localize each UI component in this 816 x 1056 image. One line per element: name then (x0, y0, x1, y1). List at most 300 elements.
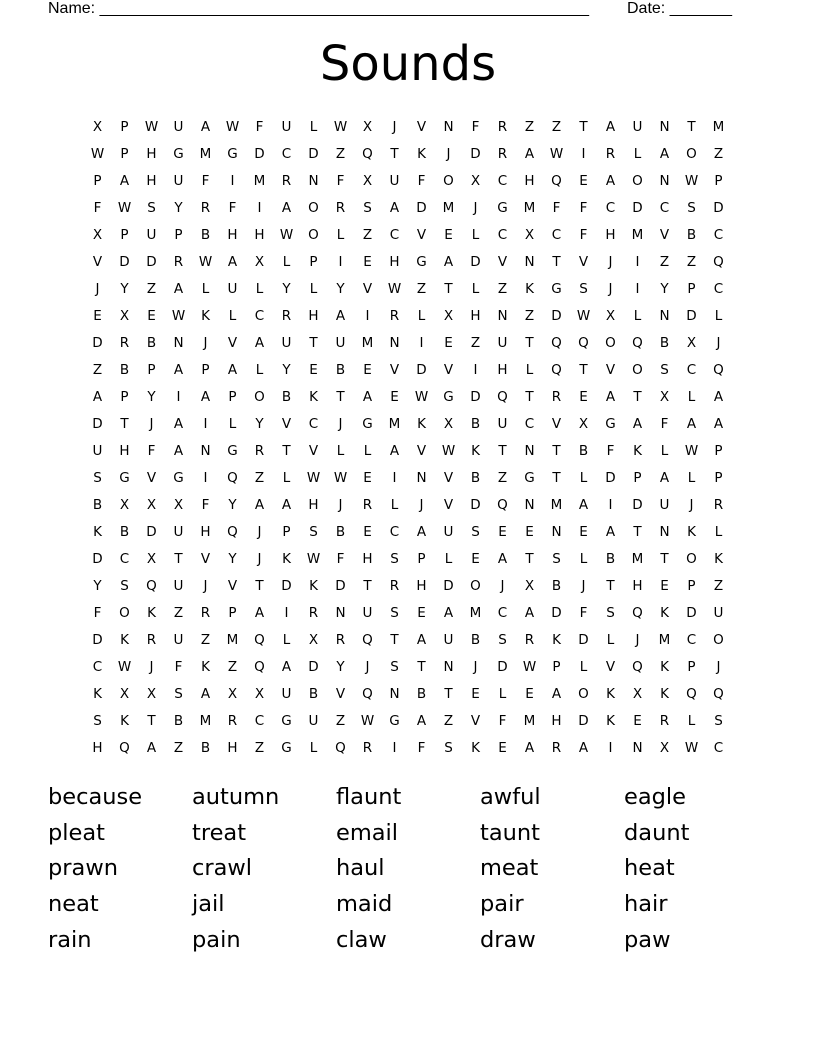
grid-letter: K (93, 685, 102, 702)
word-bank-row (48, 850, 768, 886)
grid-letter: L (282, 631, 291, 648)
grid-letter: Q (362, 631, 373, 648)
grid-letter: E (579, 523, 588, 540)
grid-letter: P (687, 577, 696, 594)
grid-letter: U (497, 415, 508, 432)
grid-letter: E (525, 523, 534, 540)
grid-letter: Q (551, 172, 562, 189)
grid-letter: W (171, 307, 186, 324)
grid-letter: R (551, 739, 562, 756)
grid-letter: K (120, 712, 129, 729)
grid-letter: M (388, 415, 401, 432)
grid-letter: F (417, 172, 426, 189)
grid-letter: L (579, 550, 588, 567)
word-bank-item: haul (336, 855, 385, 882)
grid-letter: H (362, 550, 373, 567)
grid-letter: B (659, 334, 670, 351)
grid-letter: A (443, 604, 454, 621)
grid-letter: X (227, 685, 238, 702)
grid-letter: N (524, 442, 535, 459)
grid-letter: H (200, 523, 211, 540)
grid-letter: C (605, 199, 616, 216)
grid-letter: A (524, 145, 535, 162)
grid-letter: W (306, 550, 321, 567)
grid-letter: O (308, 226, 319, 243)
grid-letter: O (119, 604, 130, 621)
grid-letter: B (200, 739, 211, 756)
grid-letter: C (713, 226, 724, 243)
grid-letter: X (443, 307, 454, 324)
grid-letter: B (146, 334, 157, 351)
grid-letter: L (201, 280, 210, 297)
grid-letter: Y (228, 550, 237, 567)
grid-letter: U (335, 334, 346, 351)
grid-letter: V (335, 685, 346, 702)
grid-letter: V (200, 550, 211, 567)
grid-letter: S (471, 523, 480, 540)
grid-letter: N (659, 172, 670, 189)
grid-letter: J (608, 280, 613, 297)
grid-letter: I (392, 469, 397, 486)
grid-letter: S (120, 577, 129, 594)
grid-letter: D (308, 145, 319, 162)
grid-letter: D (281, 577, 292, 594)
grid-letter: B (605, 550, 616, 567)
grid-letter: V (146, 469, 157, 486)
grid-letter: T (282, 442, 291, 459)
grid-letter: J (716, 658, 721, 675)
grid-letter: A (659, 145, 670, 162)
grid-letter: A (200, 388, 211, 405)
grid-letter: A (551, 685, 562, 702)
grid-letter: D (92, 334, 103, 351)
grid-letter: A (200, 685, 211, 702)
grid-letter: L (282, 469, 291, 486)
grid-letter: A (524, 739, 535, 756)
grid-letter: R (119, 334, 130, 351)
grid-letter: L (309, 739, 318, 756)
grid-letter: I (473, 361, 478, 378)
grid-letter: N (632, 739, 643, 756)
grid-letter: U (632, 118, 643, 135)
grid-letter: F (93, 604, 102, 621)
grid-letter: T (579, 118, 588, 135)
grid-letter: H (254, 226, 265, 243)
grid-letter: P (687, 280, 696, 297)
grid-letter: R (335, 199, 346, 216)
grid-letter: D (551, 307, 562, 324)
grid-letter: W (144, 118, 159, 135)
grid-letter: N (443, 658, 454, 675)
grid-letter: C (713, 739, 724, 756)
word-bank-item: prawn (48, 855, 118, 882)
grid-row (84, 680, 732, 707)
grid-letter: F (471, 118, 480, 135)
word-bank-item: meat (480, 855, 539, 882)
grid-letter: G (389, 712, 400, 729)
grid-letter: B (119, 361, 130, 378)
grid-letter: A (632, 415, 643, 432)
grid-letter: A (200, 118, 211, 135)
grid-letter: W (117, 199, 132, 216)
grid-letter: M (658, 631, 671, 648)
grid-letter: J (338, 415, 343, 432)
grid-letter: E (660, 577, 669, 594)
grid-letter: I (176, 388, 181, 405)
grid-letter: S (660, 361, 669, 378)
grid-row (84, 545, 732, 572)
grid-letter: W (549, 145, 564, 162)
grid-letter: S (714, 712, 723, 729)
grid-letter: L (255, 280, 264, 297)
grid-letter: M (253, 172, 266, 189)
grid-letter: L (228, 307, 237, 324)
grid-letter: V (443, 469, 454, 486)
grid-letter: L (633, 307, 642, 324)
grid-letter: F (660, 415, 669, 432)
grid-letter: S (498, 631, 507, 648)
grid-row (84, 356, 732, 383)
grid-letter: U (497, 334, 508, 351)
grid-letter: G (497, 199, 508, 216)
grid-letter: B (416, 685, 427, 702)
grid-letter: O (443, 172, 454, 189)
grid-letter: K (606, 712, 615, 729)
grid-letter: U (443, 631, 454, 648)
grid-letter: I (608, 739, 613, 756)
grid-letter: G (443, 388, 454, 405)
grid-letter: Z (227, 658, 238, 675)
grid-letter: A (713, 415, 724, 432)
grid-letter: D (416, 199, 427, 216)
grid-letter: A (524, 604, 535, 621)
grid-letter: K (147, 604, 156, 621)
grid-letter: U (443, 523, 454, 540)
grid-letter: D (551, 604, 562, 621)
grid-letter: F (579, 604, 588, 621)
grid-letter: L (498, 685, 507, 702)
grid-letter: S (309, 523, 318, 540)
grid-letter: R (713, 496, 724, 513)
grid-letter: A (146, 739, 157, 756)
grid-letter: K (552, 631, 561, 648)
grid-row (84, 653, 732, 680)
grid-letter: W (333, 118, 348, 135)
grid-letter: Y (174, 199, 183, 216)
grid-letter: E (498, 523, 507, 540)
grid-letter: K (525, 280, 534, 297)
grid-letter: X (605, 307, 616, 324)
grid-letter: L (282, 253, 291, 270)
grid-letter: A (497, 550, 508, 567)
grid-letter: Z (443, 712, 454, 729)
grid-letter: V (416, 442, 427, 459)
grid-letter: I (365, 307, 370, 324)
grid-letter: V (470, 712, 481, 729)
grid-letter: L (714, 307, 723, 324)
grid-letter: F (606, 442, 615, 459)
grid-letter: D (92, 631, 103, 648)
grid-letter: C (497, 172, 508, 189)
grid-letter: Q (254, 631, 265, 648)
grid-letter: S (93, 712, 102, 729)
grid-letter: Y (255, 415, 264, 432)
word-bank-item: jail (192, 890, 225, 917)
grid-letter: V (227, 577, 238, 594)
grid-letter: C (713, 280, 724, 297)
grid-letter: L (714, 523, 723, 540)
grid-row (84, 383, 732, 410)
grid-letter: K (660, 658, 669, 675)
grid-letter: E (309, 361, 318, 378)
grid-letter: E (147, 307, 156, 324)
grid-letter: D (686, 604, 697, 621)
grid-letter: Y (282, 361, 291, 378)
word-bank-item: claw (336, 926, 387, 953)
grid-letter: W (684, 172, 699, 189)
grid-letter: H (497, 361, 508, 378)
grid-letter: B (578, 442, 589, 459)
grid-letter: X (173, 496, 184, 513)
grid-letter: R (362, 496, 373, 513)
word-bank-item: flaunt (336, 783, 402, 810)
grid-letter: O (470, 577, 481, 594)
word-bank-item: daunt (624, 819, 690, 846)
grid-letter: Z (713, 577, 724, 594)
grid-letter: D (632, 199, 643, 216)
grid-letter: H (92, 739, 103, 756)
grid-letter: A (281, 199, 292, 216)
grid-letter: G (119, 469, 130, 486)
grid-letter: D (470, 388, 481, 405)
grid-letter: O (632, 172, 643, 189)
grid-letter: J (716, 334, 721, 351)
grid-letter: Q (497, 388, 508, 405)
grid-letter: D (416, 361, 427, 378)
grid-letter: A (416, 631, 427, 648)
grid-letter: J (446, 145, 451, 162)
grid-letter: S (552, 550, 561, 567)
grid-letter: X (92, 118, 103, 135)
grid-letter: R (227, 712, 238, 729)
word-bank-row (48, 922, 768, 958)
grid-letter: U (308, 712, 319, 729)
grid-letter: M (712, 118, 725, 135)
grid-row (84, 707, 732, 734)
grid-letter: W (198, 253, 213, 270)
grid-letter: X (254, 685, 265, 702)
grid-letter: K (417, 145, 426, 162)
grid-letter: T (552, 442, 561, 459)
grid-row (84, 518, 732, 545)
grid-row (84, 302, 732, 329)
grid-letter: T (444, 685, 453, 702)
grid-letter: F (336, 550, 345, 567)
grid-letter: V (551, 415, 562, 432)
grid-letter: L (363, 442, 372, 459)
grid-letter: M (226, 631, 239, 648)
grid-letter: X (92, 226, 103, 243)
word-bank-item: rain (48, 926, 92, 953)
grid-letter: Q (632, 334, 643, 351)
grid-letter: Q (578, 334, 589, 351)
grid-letter: W (360, 712, 375, 729)
grid-letter: B (119, 523, 130, 540)
grid-letter: V (497, 253, 508, 270)
grid-letter: C (497, 226, 508, 243)
grid-letter: T (174, 550, 183, 567)
grid-letter: D (335, 577, 346, 594)
grid-letter: U (173, 631, 184, 648)
grid-letter: U (281, 685, 292, 702)
grid-letter: Y (93, 577, 102, 594)
grid-letter: E (579, 388, 588, 405)
grid-row (84, 464, 732, 491)
grid-letter: U (713, 604, 724, 621)
grid-letter: Z (416, 280, 427, 297)
word-bank-item: treat (192, 819, 247, 846)
grid-letter: V (443, 361, 454, 378)
grid-letter: X (578, 415, 589, 432)
grid-letter: Z (335, 712, 346, 729)
word-bank-item: taunt (480, 819, 540, 846)
grid-letter: R (254, 442, 265, 459)
grid-letter: R (389, 307, 400, 324)
grid-letter: V (308, 442, 319, 459)
grid-letter: S (687, 199, 696, 216)
grid-letter: F (579, 199, 588, 216)
grid-letter: T (579, 361, 588, 378)
grid-letter: J (635, 631, 640, 648)
grid-letter: H (551, 712, 562, 729)
grid-letter: X (443, 415, 454, 432)
grid-letter: Q (497, 496, 508, 513)
grid-letter: D (632, 496, 643, 513)
grid-letter: B (308, 685, 319, 702)
grid-row (84, 599, 732, 626)
grid-letter: S (606, 604, 615, 621)
grid-letter: Z (686, 253, 697, 270)
grid-letter: P (120, 388, 129, 405)
grid-letter: T (417, 658, 426, 675)
word-bank-item: paw (624, 926, 671, 953)
grid-letter: A (713, 388, 724, 405)
date-field-label: Date: _______ (627, 0, 732, 17)
grid-letter: S (363, 199, 372, 216)
grid-letter: D (497, 658, 508, 675)
grid-letter: M (523, 712, 536, 729)
grid-letter: T (687, 118, 696, 135)
grid-row (84, 572, 732, 599)
grid-letter: R (200, 199, 211, 216)
grid-letter: E (363, 253, 372, 270)
grid-letter: M (469, 604, 482, 621)
grid-row (84, 734, 732, 761)
grid-letter: P (93, 172, 102, 189)
grid-row (84, 140, 732, 167)
grid-letter: C (389, 226, 400, 243)
grid-letter: R (659, 712, 670, 729)
grid-letter: T (633, 523, 642, 540)
grid-letter: U (146, 226, 157, 243)
grid-letter: F (417, 739, 426, 756)
grid-letter: X (146, 685, 157, 702)
grid-letter: L (336, 442, 345, 459)
grid-letter: O (254, 388, 265, 405)
grid-letter: U (389, 172, 400, 189)
grid-letter: X (659, 388, 670, 405)
grid-letter: U (173, 577, 184, 594)
grid-letter: X (146, 496, 157, 513)
grid-letter: F (174, 658, 183, 675)
grid-letter: Q (713, 685, 724, 702)
grid-letter: M (361, 334, 374, 351)
grid-row (84, 437, 732, 464)
word-bank-item: pleat (48, 819, 105, 846)
page-title: Sounds (319, 36, 497, 92)
grid-letter: W (117, 658, 132, 675)
grid-letter: L (579, 658, 588, 675)
grid-letter: K (660, 604, 669, 621)
grid-letter: T (498, 442, 507, 459)
grid-letter: D (470, 253, 481, 270)
grid-letter: S (390, 550, 399, 567)
grid-letter: C (551, 226, 562, 243)
grid-letter: G (605, 415, 616, 432)
grid-letter: Y (660, 280, 669, 297)
grid-letter: Z (335, 145, 346, 162)
grid-letter: P (147, 361, 156, 378)
grid-letter: D (92, 550, 103, 567)
grid-letter: Y (336, 280, 345, 297)
grid-letter: C (254, 307, 265, 324)
grid-letter: E (471, 685, 480, 702)
grid-letter: N (416, 469, 427, 486)
grid-letter: L (228, 415, 237, 432)
grid-letter: J (149, 415, 154, 432)
grid-letter: P (687, 658, 696, 675)
grid-letter: Q (227, 523, 238, 540)
grid-letter: E (417, 604, 426, 621)
grid-letter: C (281, 145, 292, 162)
grid-letter: D (254, 145, 265, 162)
grid-letter: I (338, 253, 343, 270)
grid-letter: H (470, 307, 481, 324)
grid-letter: Q (362, 145, 373, 162)
grid-letter: Y (228, 496, 237, 513)
grid-letter: N (389, 334, 400, 351)
grid-letter: X (686, 334, 697, 351)
grid-letter: A (605, 523, 616, 540)
grid-letter: Y (336, 658, 345, 675)
grid-letter: E (525, 685, 534, 702)
grid-letter: A (362, 388, 373, 405)
grid-letter: T (120, 415, 129, 432)
grid-letter: W (333, 469, 348, 486)
grid-letter: L (525, 361, 534, 378)
grid-letter: B (92, 496, 103, 513)
word-bank-item: hair (624, 890, 668, 917)
grid-letter: X (524, 577, 535, 594)
grid-letter: G (227, 145, 238, 162)
grid-letter: E (390, 388, 399, 405)
grid-letter: F (93, 199, 102, 216)
grid-letter: U (362, 604, 373, 621)
grid-letter: I (203, 415, 208, 432)
grid-letter: I (284, 604, 289, 621)
grid-letter: I (419, 334, 424, 351)
grid-letter: P (714, 469, 723, 486)
